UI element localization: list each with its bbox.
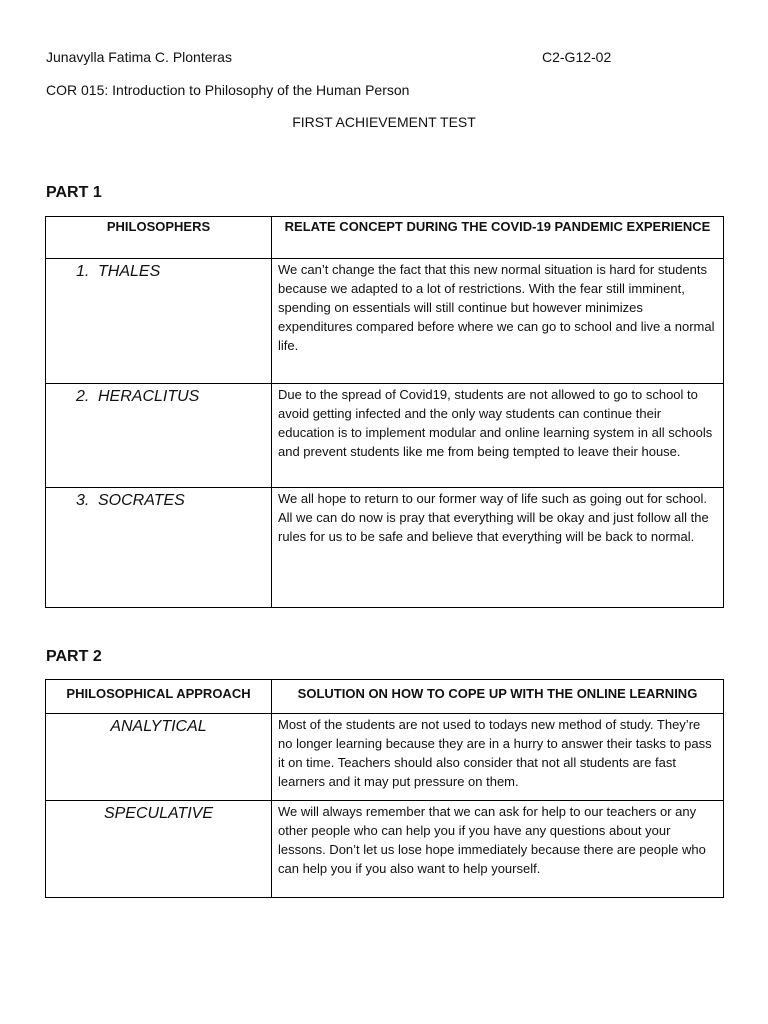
column-header-related-concept: RELATE CONCEPT DURING THE COVID-19 PANDEMIC EXPERIENCE: [272, 217, 724, 259]
approach-name: SPECULATIVE: [103, 805, 214, 822]
philosopher-number: 3.: [76, 492, 90, 509]
philosopher-name: 3. SOCRATES: [76, 492, 185, 509]
test-title: FIRST ACHIEVEMENT TEST: [292, 114, 476, 130]
table-header-row: [46, 217, 724, 259]
table-header-row: [46, 680, 724, 714]
approach-cell: [46, 714, 272, 801]
philosopher-cell: [46, 488, 272, 608]
part2-table: [45, 679, 724, 898]
philosopher-number: 1.: [76, 263, 90, 280]
table-row: [46, 384, 724, 488]
table-row: [46, 488, 724, 608]
answer-text: We can’t change the fact that this new normal situation is hard for students because we adapted to a lot of restrictions. With the fear still imminent, spending on essentials will still continue but however minimizes expenditures compared before where we can go to school and live a normal life.: [278, 262, 715, 353]
philosopher-number: 2.: [76, 388, 90, 405]
philosopher-name: 1. THALES: [76, 263, 161, 280]
philosopher-name: 2. HERACLITUS: [76, 388, 200, 405]
answer-text: Most of the students are not used to todays new method of study. They’re no longer learning because they are in a hurry to answer their tasks to pass it on time. Teachers should also consider that not all students are fast learners and it may put pressure on them.: [278, 717, 712, 789]
answer-cell: [272, 714, 724, 801]
column-header-solution: SOLUTION ON HOW TO COPE UP WITH THE ONLINE LEARNING: [272, 680, 724, 714]
answer-text: Due to the spread of Covid19, students are not allowed to go to school to avoid getting infected and the only way students can continue their education is to implement modular and online learning system in all schools and prevent students like me from being tempted to leave their house.: [278, 387, 713, 459]
table-row: [46, 259, 724, 384]
part2-heading: PART 2: [46, 648, 102, 665]
answer-cell: [272, 488, 724, 608]
table-row: [46, 714, 724, 801]
answer-text: We all hope to return to our former way of life such as going out for school. All we can do now is pray that everything will be okay and just follow all the rules for us to be safe and believe that everything will be back to normal.: [278, 491, 709, 544]
table-row: [46, 801, 724, 898]
approach-name: ANALYTICAL: [110, 718, 207, 735]
column-header-philosophers: PHILOSOPHERS: [46, 217, 272, 259]
answer-cell: [272, 801, 724, 898]
philosopher-cell: [46, 259, 272, 384]
approach-cell: [46, 801, 272, 898]
answer-cell: [272, 384, 724, 488]
part1-heading: PART 1: [46, 184, 102, 201]
philosopher-cell: [46, 384, 272, 488]
part1-table: [45, 216, 724, 608]
course-title: COR 015: Introduction to Philosophy of the Human Person: [46, 82, 410, 98]
column-header-approach: PHILOSOPHICAL APPROACH: [46, 680, 272, 714]
answer-text: We will always remember that we can ask for help to our teachers or any other people who can help you if you have any questions about your lessons. Don’t let us lose hope immediately because there are people who can help you if you also want to help yourself.: [278, 804, 706, 876]
student-name: Junavylla Fatima C. Plonteras: [46, 49, 232, 65]
answer-cell: [272, 259, 724, 384]
section-code: C2-G12-02: [542, 49, 612, 65]
